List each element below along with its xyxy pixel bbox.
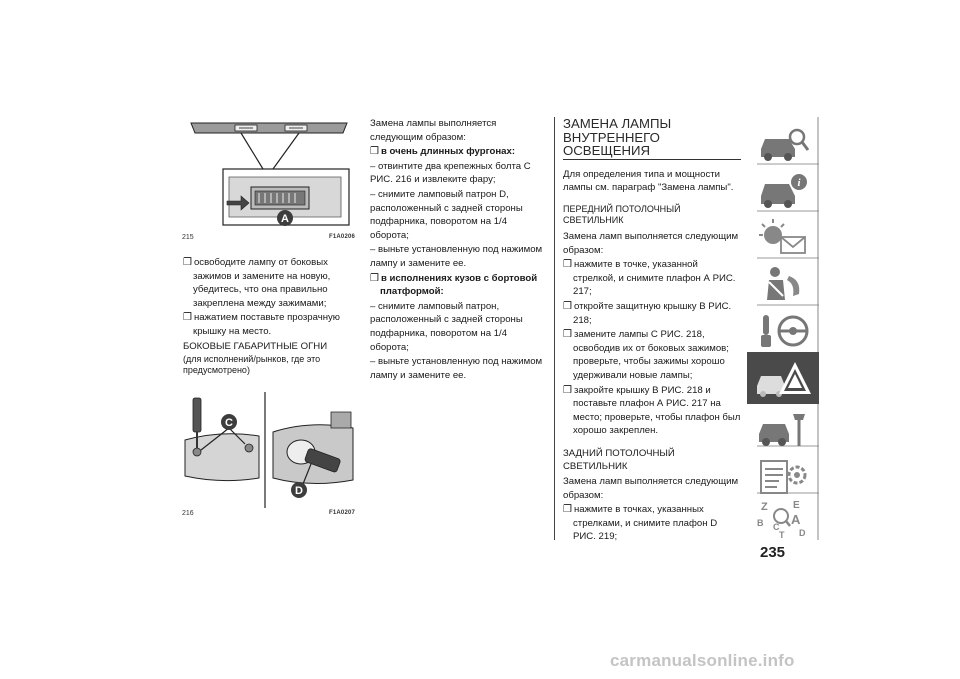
intro-text: Для определения типа и мощности лампы см. параграф "Замена лампы". bbox=[563, 168, 734, 194]
step-text: – отвинтите два крепежных болта С РИС. 216 и извлеките фару; bbox=[370, 160, 531, 186]
subsection-intro: Замена ламп выполняется следующим образом: bbox=[563, 230, 739, 256]
step-text: – выньте установленную под нажимом лампу и замените ее. bbox=[370, 244, 543, 269]
callout-a: A bbox=[281, 213, 289, 225]
callout-d: D bbox=[295, 485, 303, 497]
tab-specs[interactable] bbox=[747, 451, 819, 503]
bullet-text: закройте крышку В РИС. 218 и поставьте плафон А РИС. 217 на место; проверьте, чтобы плафон был хорошо закреплен. bbox=[573, 384, 741, 437]
bold-bullet bbox=[370, 145, 548, 159]
bullet-text: нажмите в точке, указанной стрелкой, и снимите плафон А РИС. 217; bbox=[573, 259, 736, 298]
bullet-item bbox=[563, 384, 741, 438]
bullet-glyph: ❒ bbox=[183, 312, 192, 324]
subsection-title-rear: ЗАДНИЙ ПОТОЛОЧНЫЙ СВЕТИЛЬНИК bbox=[563, 447, 675, 473]
svg-text:i: i bbox=[797, 177, 801, 189]
section-heading-interior-lights: ЗАМЕНА ЛАМПЫ ВНУТРЕННЕГО ОСВЕЩЕНИЯ bbox=[563, 117, 741, 160]
bullet-item bbox=[563, 258, 741, 299]
column-1-text bbox=[183, 256, 355, 377]
emergency-car-icon bbox=[755, 358, 811, 398]
bullet-item bbox=[183, 311, 355, 338]
tab-warning-lights[interactable] bbox=[747, 211, 819, 263]
steering-icon bbox=[755, 311, 811, 351]
step-text: – снимите ламповый патрон D, расположенный с задней стороны подфарника, поворотом на 1/4 оборота; bbox=[370, 188, 523, 241]
bullet-item bbox=[183, 256, 355, 310]
figure-215-number: 215 bbox=[182, 234, 194, 241]
section-title-side-lights: БОКОВЫЕ ГАБАРИТНЫЕ ОГНИ bbox=[183, 340, 328, 352]
figure-215 bbox=[181, 117, 357, 231]
index-letter: C bbox=[773, 522, 780, 532]
bold-bullet-text: в очень длинных фургонах: bbox=[380, 146, 516, 158]
step-text: – снимите ламповый патрон, расположенный с задней стороны подфарника, поворотом на 1/4 оборота; bbox=[370, 300, 523, 353]
bullet-glyph: ❒ bbox=[563, 259, 572, 271]
figure-215-code: F1A0206 bbox=[329, 234, 356, 240]
subsection-title-front: ПЕРЕДНИЙ ПОТОЛОЧНЫЙ СВЕТИЛЬНИК bbox=[563, 203, 681, 225]
index-letter: E bbox=[793, 500, 800, 511]
bullet-glyph: ❒ bbox=[370, 272, 379, 284]
callout-c: C bbox=[225, 417, 233, 429]
tab-safety[interactable] bbox=[747, 258, 819, 310]
bullet-text: освободите лампу от боковых зажимов и замените на новую, убедитесь, что она правильно закреплена между зажимами; bbox=[193, 257, 331, 309]
column-2-text bbox=[370, 117, 548, 383]
car-info-icon bbox=[755, 170, 811, 210]
index-letter: D bbox=[799, 528, 806, 538]
tab-emergency[interactable] bbox=[747, 352, 819, 404]
section-subtitle: (для исполнений/рынков, где это предусмотрено) bbox=[183, 354, 321, 376]
chapter-tabs bbox=[747, 117, 819, 540]
column-divider bbox=[554, 117, 555, 540]
figure-216-code: F1A0207 bbox=[329, 510, 356, 516]
bullet-text: откройте защитную крышку В РИС. 218; bbox=[573, 300, 732, 326]
bullet-item bbox=[563, 503, 741, 544]
tab-car-info[interactable] bbox=[747, 164, 819, 216]
bullet-item bbox=[563, 300, 741, 327]
index-letter: A bbox=[791, 512, 801, 527]
page-number: 235 bbox=[760, 544, 786, 561]
figure-216-number: 216 bbox=[182, 510, 194, 517]
tab-car-search[interactable] bbox=[747, 117, 819, 169]
bullet-glyph: ❒ bbox=[563, 504, 572, 516]
column-3-text bbox=[563, 117, 741, 545]
bullet-glyph: ❒ bbox=[563, 384, 572, 396]
figure-216-illustration bbox=[181, 392, 357, 508]
index-icon bbox=[755, 498, 811, 538]
safety-person-icon bbox=[755, 264, 811, 304]
tab-maintenance[interactable] bbox=[747, 404, 819, 456]
bullet-glyph: ❒ bbox=[563, 329, 572, 341]
watermark: carmanualsonline.info bbox=[610, 651, 795, 670]
specs-icon bbox=[755, 457, 811, 497]
bullet-glyph: ❒ bbox=[563, 300, 572, 312]
figure-216 bbox=[181, 392, 357, 508]
subsection-intro: Замена ламп выполняется следующим образом: bbox=[563, 476, 739, 501]
bullet-glyph: ❒ bbox=[370, 146, 379, 158]
index-letter: Z bbox=[761, 501, 768, 513]
bullet-item bbox=[563, 328, 741, 382]
maintenance-icon bbox=[755, 410, 811, 450]
intro-text: Замена лампы выполняется следующим образом: bbox=[370, 118, 497, 143]
step-text: – выньте установленную под нажимом лампу и замените ее. bbox=[370, 356, 543, 381]
bullet-text: нажмите в точках, указанных стрелками, и снимите плафон D РИС. 219; bbox=[573, 504, 718, 543]
tab-steering[interactable] bbox=[747, 305, 819, 357]
bullet-glyph: ❒ bbox=[183, 257, 192, 268]
warning-lights-icon bbox=[755, 217, 811, 257]
index-letter: T bbox=[779, 530, 785, 538]
index-letter: B bbox=[757, 518, 764, 528]
bold-bullet-text: в исполнениях кузов с бортовой платформой: bbox=[380, 272, 538, 298]
car-search-icon bbox=[755, 123, 811, 163]
bullet-text: нажатием поставьте прозрачную крышку на место. bbox=[193, 312, 340, 337]
bold-bullet bbox=[370, 272, 548, 299]
tab-index[interactable] bbox=[747, 498, 819, 540]
figure-215-illustration bbox=[181, 117, 357, 231]
bullet-text: замените лампы С РИС. 218, освободив их от боковых зажимов; проверьте, чтобы зажимы хорошо удерживали новые лампы; bbox=[573, 329, 729, 381]
